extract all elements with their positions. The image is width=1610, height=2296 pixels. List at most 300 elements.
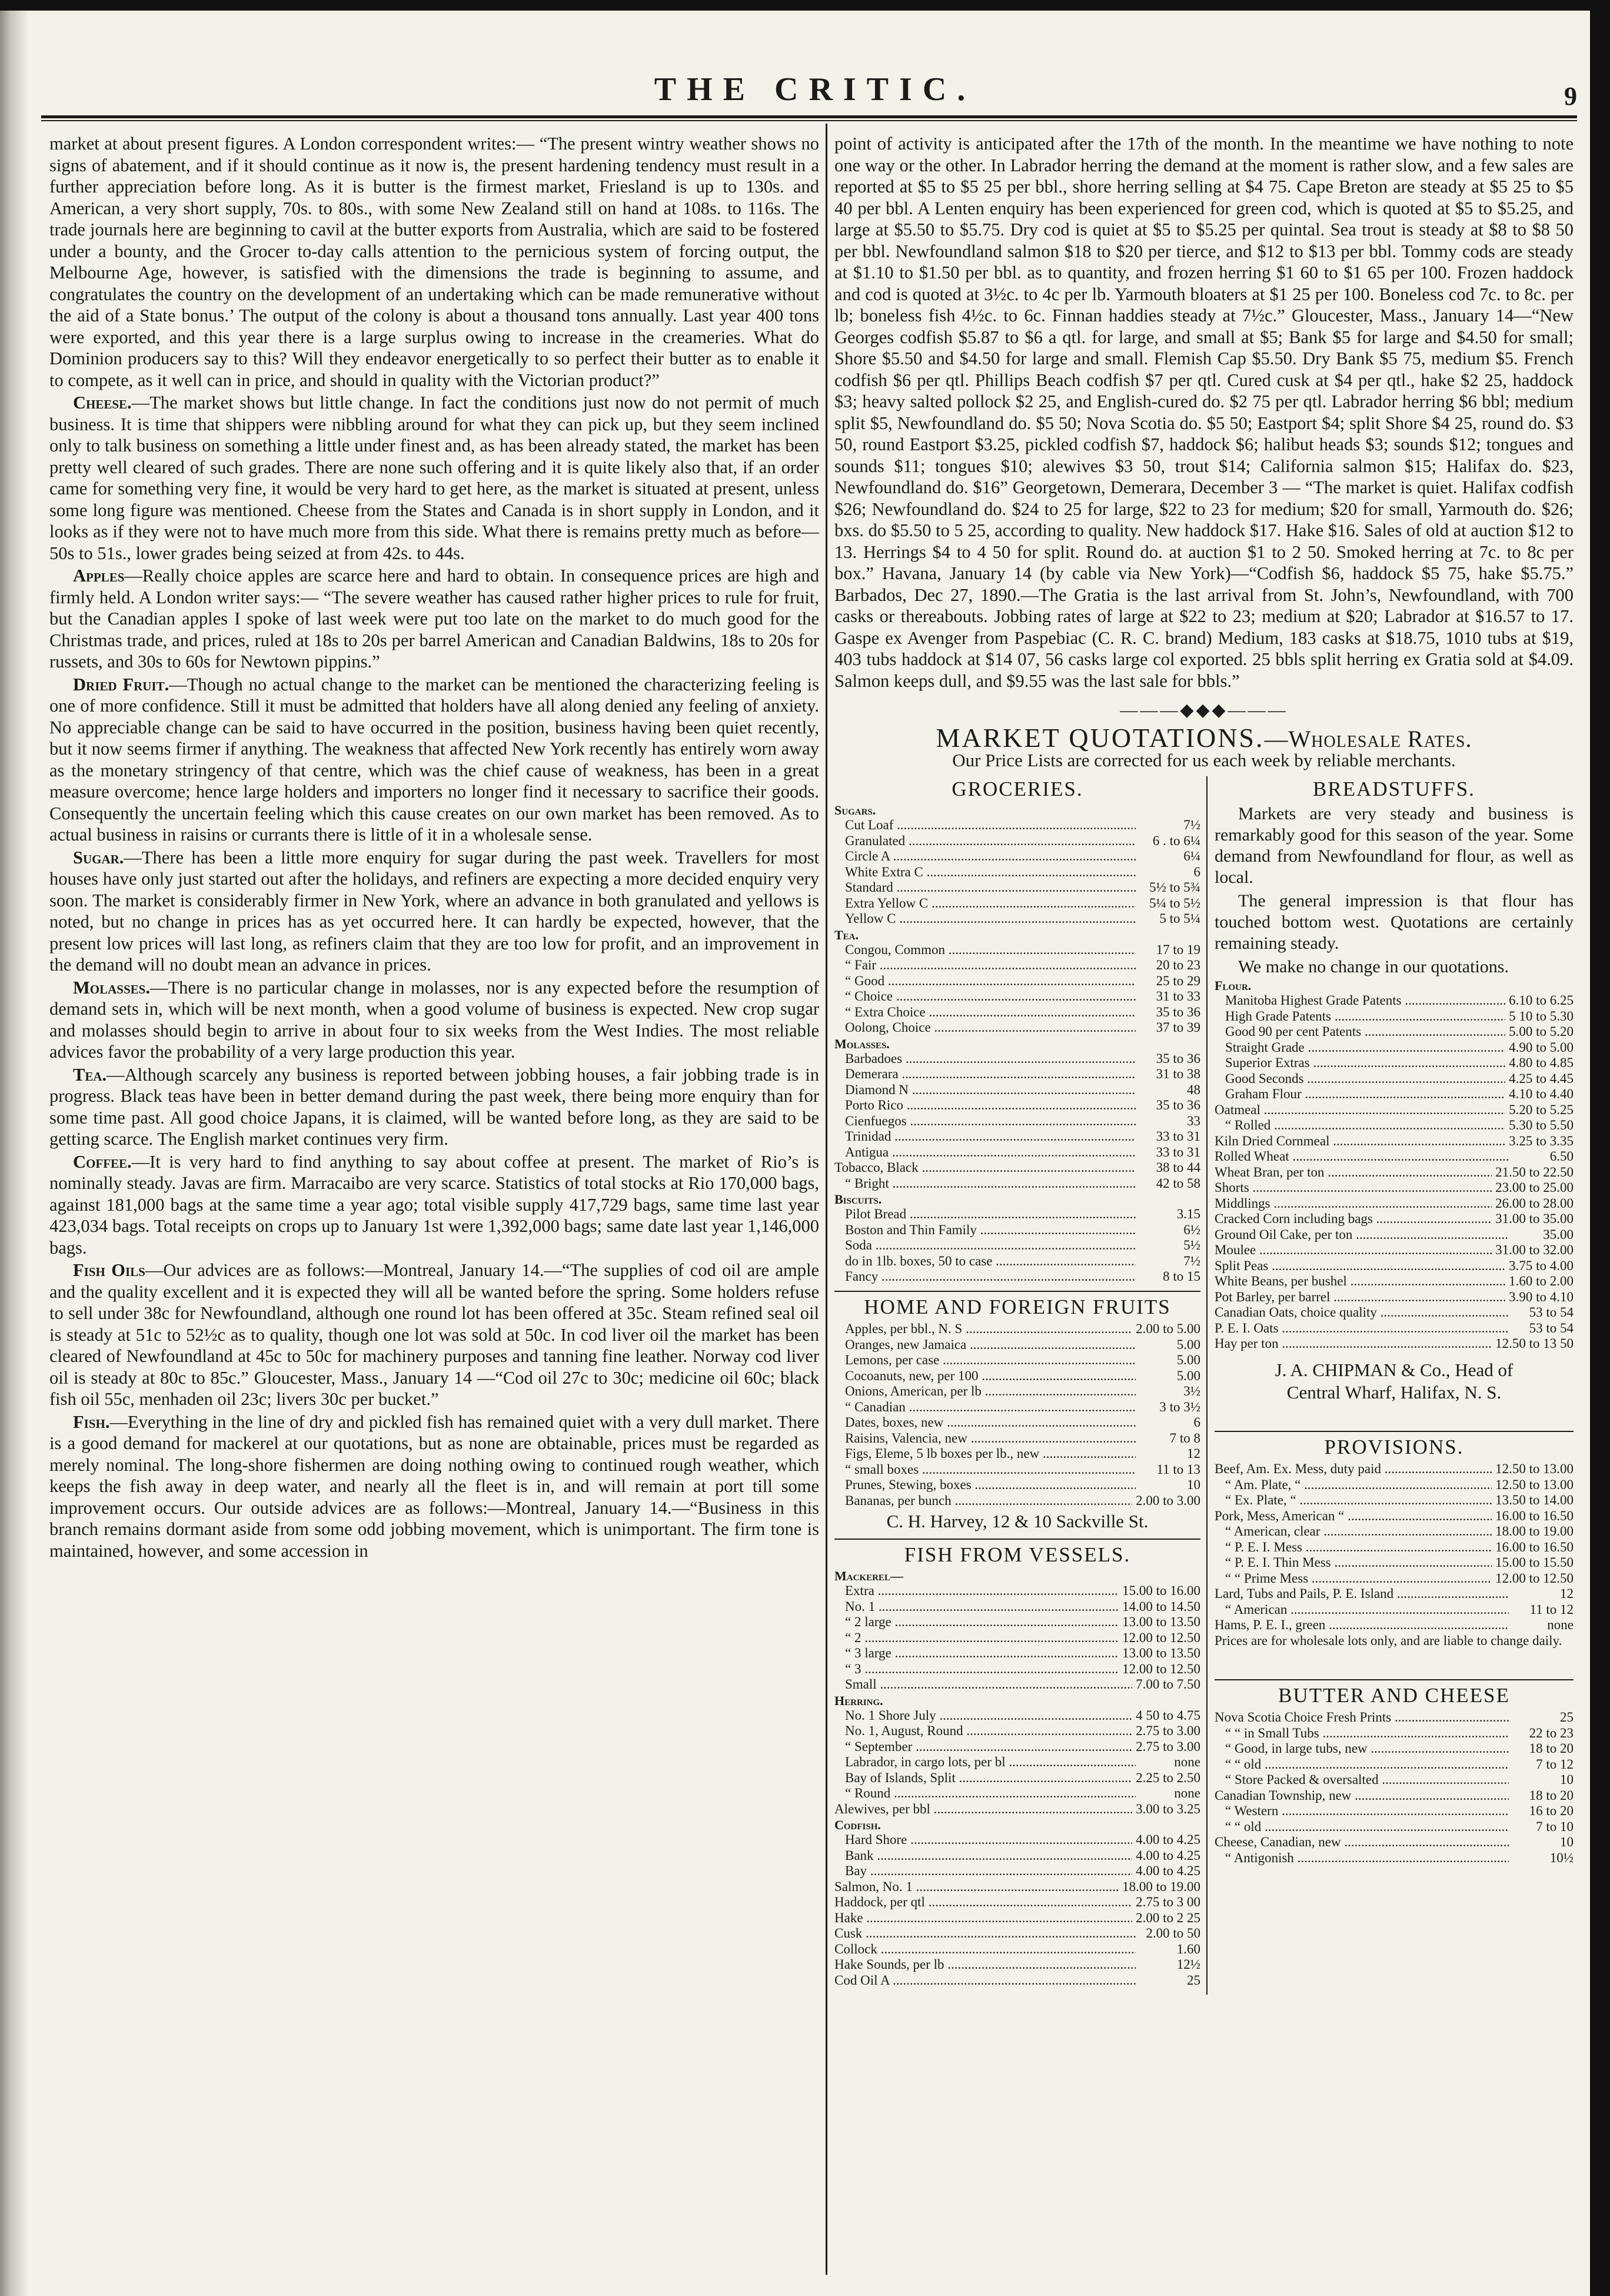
price-row	[834, 865, 1200, 880]
price-row	[1215, 1850, 1574, 1866]
price-value: 12.50 to 13.00	[1495, 1461, 1574, 1476]
price-row	[834, 1082, 1200, 1098]
price-value: 35.00	[1543, 1227, 1574, 1242]
price-item-name: “ P. E. I. Thin Mess .....	[1215, 1555, 1492, 1571]
price-value: 2.75 to 3 00	[1136, 1895, 1200, 1909]
price-row	[1215, 1071, 1574, 1087]
price-row	[834, 1176, 1200, 1192]
price-value: 1.60	[1176, 1941, 1200, 1956]
price-value: 5.00	[1176, 1353, 1200, 1367]
price-row	[1215, 1024, 1574, 1040]
price-row	[1215, 1336, 1574, 1352]
price-value: 3.75 to 4.00	[1509, 1258, 1574, 1273]
price-item-name: Cienfuegos .....	[834, 1114, 1136, 1129]
price-row	[834, 1926, 1200, 1942]
price-row	[1215, 1710, 1574, 1726]
price-value: 12.50 to 13.00	[1495, 1477, 1574, 1492]
price-value: 10	[1187, 1477, 1200, 1492]
market-quotations-heading: MARKET QUOTATIONS.	[936, 722, 1265, 753]
price-value: 10½	[1549, 1850, 1574, 1865]
paragraph-text: —There is no particular change in molasses, nor is any expected before the resumption of demand sets in, which will be next month, when a good volume of business is expected. New crop sugar and molasses should begin to arrive in about four to six weeks from the West Indies. The most reliable advices favor the probability of a very large production this year.	[49, 977, 819, 1062]
price-row	[834, 1723, 1200, 1739]
price-value: 48	[1187, 1082, 1200, 1097]
price-value: 16.00 to 16.50	[1495, 1508, 1574, 1523]
price-row	[834, 1207, 1200, 1222]
price-value: 2.25 to 2.50	[1136, 1770, 1200, 1785]
price-row	[834, 1020, 1200, 1036]
price-row	[1215, 1741, 1574, 1757]
price-item-name: “ Ex. Plate, “ .....	[1215, 1493, 1492, 1508]
paragraph-text: —There has been a little more enquiry for sugar during the past week. Travellers for most houses have only just started out after the holidays, and refiners are expecting a more decided enquiry very soon. The market is considerably firmer in New York, where an advance in both granulated and yellows is noted, but no change in prices has as yet occurred here. It can hardly be expected, however, that the present low prices will last long, as refiners claim that they are too low for profit, and an improvement in the demand will no doubt mean an advance in prices.	[49, 847, 819, 975]
price-item-name: Middlings .....	[1215, 1196, 1492, 1212]
price-value: 15.00 to 16.00	[1122, 1583, 1200, 1598]
price-value: 3.25 to 3.35	[1509, 1133, 1574, 1148]
price-item-name: Soda .....	[834, 1238, 1136, 1254]
price-item-name: Cheese, Canadian, new .....	[1215, 1835, 1509, 1850]
price-value: 3.90 to 4.10	[1509, 1289, 1574, 1304]
market-quotations-title	[834, 722, 1574, 753]
price-item-name: Demerara .....	[834, 1066, 1136, 1082]
price-item-name: Fancy .....	[834, 1269, 1136, 1285]
price-item-name: Cod Oil A .....	[834, 1973, 1136, 1989]
price-value: 12.50 to 13 50	[1495, 1336, 1574, 1351]
price-value: 7½	[1183, 818, 1200, 832]
price-item-name: “ “ old .....	[1215, 1757, 1509, 1773]
price-item-name: Beef, Am. Ex. Mess, duty paid .....	[1215, 1461, 1492, 1477]
price-row	[834, 1098, 1200, 1114]
price-value: 5.00 to 5.20	[1509, 1024, 1574, 1039]
price-value: 11 to 13	[1156, 1461, 1200, 1477]
price-row	[834, 1005, 1200, 1021]
price-row	[1215, 1102, 1574, 1118]
breadstuffs-heading: BREADSTUFFS.	[1313, 777, 1475, 800]
price-value: 2.00 to 5.00	[1136, 1321, 1200, 1336]
paragraph-lead: Fish.	[73, 1411, 110, 1432]
price-value: 33 to 31	[1156, 1144, 1200, 1159]
price-item-name: Hake Sounds, per lb .....	[834, 1957, 1136, 1973]
price-item-name: Circle A .....	[834, 849, 1136, 865]
price-row	[834, 1160, 1200, 1176]
price-value: 12.00 to 12.50	[1495, 1570, 1574, 1586]
price-value: 6¼	[1183, 849, 1200, 863]
price-category: Biscuits.	[834, 1192, 882, 1207]
price-row	[834, 1755, 1200, 1770]
price-item-name: “ Good .....	[834, 973, 1136, 989]
price-item-name: P. E. I. Oats .....	[1215, 1321, 1509, 1337]
price-row	[834, 1942, 1200, 1958]
paragraph-lead: Apples	[73, 566, 125, 586]
fish-table	[834, 1569, 1200, 1988]
price-item-name: Porto Rico .....	[834, 1098, 1136, 1114]
price-row	[834, 1431, 1200, 1447]
merchant-line-2: Central Wharf, Halifax, N. S.	[1286, 1381, 1502, 1403]
price-category: Molasses.	[834, 1036, 890, 1051]
article-paragraph	[49, 133, 819, 391]
price-item-name: Hake .....	[834, 1910, 1132, 1926]
price-item-name: Kiln Dried Cornmeal .....	[1215, 1134, 1505, 1149]
breadstuffs-paragraph: The general impression is that flour has touched bottom west. Quotations are certainly remaining steady.	[1215, 891, 1574, 953]
price-item-name: Straight Grade .....	[1215, 1040, 1505, 1056]
price-item-name: “ 3 large .....	[834, 1646, 1119, 1662]
market-quotations-subtitle: Our Price Lists are corrected for us each week by reliable merchants.	[952, 750, 1456, 770]
price-row	[834, 1066, 1200, 1082]
price-item-name: Collock .....	[834, 1942, 1136, 1958]
price-value: 5.00	[1176, 1337, 1200, 1352]
price-value: 3½	[1183, 1384, 1200, 1398]
price-row	[834, 1254, 1200, 1270]
price-category: Herring.	[834, 1693, 883, 1708]
price-item-name: Dates, boxes, new .....	[834, 1415, 1136, 1431]
price-value: 2.00 to 3.00	[1136, 1493, 1200, 1508]
price-item-name: Labrador, in cargo lots, per bl .....	[834, 1755, 1136, 1770]
price-row	[1215, 1524, 1574, 1540]
price-row	[834, 989, 1200, 1005]
price-row	[1215, 1055, 1574, 1071]
price-item-name: No. 1 Shore July .....	[834, 1708, 1132, 1724]
price-item-name: Good 90 per cent Patents .....	[1215, 1024, 1505, 1040]
price-item-name: No. 1, August, Round .....	[834, 1723, 1132, 1739]
price-value: 6½	[1183, 1222, 1200, 1237]
breadstuffs-paragraph: Markets are very steady and business is remarkably good for this season of the year. Some demand from Newfoundland for flour, as well as local.	[1215, 804, 1574, 887]
price-item-name: “ Round .....	[834, 1786, 1136, 1802]
provisions-note: Prices are for wholesale lots only, and are liable to change daily.	[1215, 1633, 1562, 1648]
price-item-name: Pilot Bread .....	[834, 1207, 1136, 1222]
price-row	[1215, 1757, 1574, 1773]
price-value: 18.00 to 19.00	[1122, 1879, 1200, 1894]
price-value: 10	[1560, 1772, 1574, 1787]
paragraph-text: —It is very hard to find anything to say about coffee at present. The market of Rio’s is nominally steady. Javas are firm. Marracaibo are very scarce. Statistics of total stocks at Rio 170,000 bags, against 181,000 bags at the same time a year ago; total visible supply 417,729 bags, same time last year 423,034 bags. Total receipts on crops up to January 1st were 1,392,000 bags; same date last year 1,146,000 bags.	[49, 1151, 819, 1258]
price-value: 3.00 to 3.25	[1136, 1801, 1200, 1816]
fish-report-continued: point of activity is anticipated after the 17th of the month. In the meantime we have nothing to note one way or the other. In Labrador herring the demand at the moment is rather slow, and a few sales are reported at $5 to $5 25 per bbl., shore herring selling at $4 75. Cape Breton are steady at $5 25 to $5 40 per bbl. A Lenten enquiry has been experienced for green cod, which is quoted at $5 to $5.25, and large at $5.50 to $5.75. Dry cod is quiet at $5 to $5.25 per quintal. Sea trout is steady at $8 to $8 50 per bbl. Newfoundland salmon $18 to $20 per tierce, and $12 to $13 per bbl. Tommy cods are steady at $1.10 to $1.50 per bbl. as to quantity, and frozen herring $1 60 to $1 65 per 100. Frozen haddock and cod is quoted at 3½c. to 4c per lb. Yarmouth bloaters at $1 25 per 100. Boneless cod 7c. to 8c. per lb; boneless fish 4½c. to 6c. Finnan haddies steady at 7½c.” Gloucester, Mass., January 14—“New Georges codfish $5.87 to $6 a qtl. for large, and small at $5; Bank $5 for large and $4.50 for small; Shore $5.50 and $4.50 for large and small. Flemish Cap $5.50. Dry Bank $5 75, medium $5. French codfish $6 per qtl. Phillips Beach codfish $7 per qtl. Cured cusk at $4 per qtl., hake $2 25, haddock $3; heavy salted pollock $2 25, and English-cured do. $2 75 per qtl. Labrador herring $6 bbl; medium split $5, Newfoundland do. $5 50; Nova Scotia do. $5 50; Eastport $4; split Shore $4 25, round do. $3 50, round Eastport $3.25, pickled codfish $7, haddock $6; halibut heads $3; sounds $12; tongues and sounds $11; tongues $10; alewives $3 50, trout $14; California salmon $15; Halifax do. $23, Newfoundland do. $16” Georgetown, Demerara, December 3 — “The market is quiet. Halifax codfish $26; Newfoundland do. $24 to 25 for large, $22 to 23 for medium; $20 for small, Yarmouth do. $26; bxs. do $5.50 to 5 25, according to quality. New haddock $17. Hake $16. Sales of old at auction $12 to 13. Herrings $4 to 4 50 for split. Round do. at auction $1 to 2 50. Smoked herring at 7c. to 8c per box.” Havana, January 14 (by cable via New York)—“Codfish $6, haddock $5 75, hake $5.75.” Barbados, Dec 27, 1890.—The Gratia is the last arrival from St. John’s, Newfoundland, with 700 casks or thereabouts. Jobbing rates of large at $22 to 23; medium at $20; Labrador at $16.57 to 17. Gaspe ex Avenger from Paspebiac (C. R. C. brand) Medium, 183 casks at $18.75, 1010 tubs at $19, 403 tubs haddock at $14 07, 56 casks large col exported. 25 bbls split herring ex Gratia sold at $4.09. Salmon keeps dull, and $9.55 was the last sale for bbls.”	[834, 134, 1574, 691]
price-category: Codfish.	[834, 1817, 881, 1832]
price-value: 53 to 54	[1529, 1320, 1574, 1335]
price-row	[834, 958, 1200, 973]
price-row	[834, 1446, 1200, 1462]
price-row	[834, 1662, 1200, 1677]
price-row	[834, 1477, 1200, 1493]
price-item-name: Oatmeal .....	[1215, 1102, 1505, 1118]
price-item-name: Shorts .....	[1215, 1180, 1492, 1196]
price-row	[1215, 1540, 1574, 1556]
price-item-name: Alewives, per bbl .....	[834, 1802, 1132, 1817]
breadstuffs-paragraph: We make no change in our quotations.	[1238, 957, 1509, 976]
breadstuffs-notes	[1215, 803, 1574, 978]
price-row	[834, 1677, 1200, 1693]
price-value: none	[1174, 1755, 1200, 1769]
price-item-name: “ Am. Plate, “ .....	[1215, 1477, 1492, 1493]
price-item-name: Granulated .....	[834, 833, 1136, 849]
price-row	[1215, 1180, 1574, 1196]
price-item-name: Rolled Wheat .....	[1215, 1149, 1509, 1165]
price-value: 5¼ to 5½	[1149, 895, 1200, 911]
price-item-name: Wheat Bran, per ton .....	[1215, 1165, 1492, 1181]
price-row	[1215, 1274, 1574, 1290]
price-category: Tea.	[834, 927, 859, 942]
quotations-tables	[834, 776, 1574, 1995]
price-row	[1215, 1555, 1574, 1571]
price-value: 13.00 to 13.50	[1122, 1646, 1200, 1660]
butter-cheese-table	[1215, 1710, 1574, 1866]
price-row	[834, 973, 1200, 989]
price-value: 3.15	[1176, 1207, 1200, 1221]
price-value: 25	[1560, 1710, 1574, 1725]
price-value: 31.00 to 32.00	[1495, 1242, 1574, 1257]
price-item-name: Moulee .....	[1215, 1242, 1492, 1258]
price-value: 5 10 to 5.30	[1509, 1008, 1574, 1024]
price-row	[1215, 1196, 1574, 1212]
price-row	[1215, 1493, 1574, 1508]
price-item-name: “ Bright .....	[834, 1176, 1136, 1192]
price-value: 5.30 to 5.50	[1509, 1118, 1574, 1132]
provisions-table	[1215, 1461, 1574, 1633]
price-value: 22 to 23	[1529, 1725, 1574, 1740]
price-value: 31 to 33	[1156, 989, 1200, 1004]
price-value: 4.80 to 4.85	[1509, 1055, 1574, 1070]
paragraph-lead: Cheese.	[73, 393, 132, 413]
price-item-name: Congou, Common .....	[834, 942, 1136, 958]
price-value: 53 to 54	[1529, 1305, 1574, 1320]
price-value: 10	[1560, 1835, 1574, 1849]
price-row	[1215, 1305, 1574, 1321]
paragraph-lead: Coffee.	[73, 1151, 132, 1172]
price-row	[834, 833, 1200, 849]
price-row	[834, 1630, 1200, 1646]
price-item-name: High Grade Patents .....	[1215, 1009, 1505, 1025]
paragraph-lead: Tea.	[73, 1064, 107, 1085]
price-row	[834, 1739, 1200, 1755]
price-row	[834, 1879, 1200, 1895]
price-item-name: Oolong, Choice .....	[834, 1020, 1136, 1036]
left-column	[49, 133, 819, 1563]
price-value: 14.00 to 14.50	[1122, 1599, 1200, 1614]
quotations-left	[834, 776, 1200, 1989]
price-row	[834, 1353, 1200, 1368]
price-row	[1215, 1803, 1574, 1819]
article-paragraph	[49, 392, 819, 564]
paragraph-text: —Really choice apples are scarce here and hard to obtain. In consequence prices are high and firmly held. A London writer says:— “The severe weather has caused rather higher prices to rule for fruit, but the Canadian apples I spoke of last week were put too late on the market to do much good for the Christmas trade, and prices, ruled at 18s to 20s per barrel American and Canadian Baldwins, 18s to 20s for russets, and 30s to 60s for Newtown pippins.”	[49, 566, 819, 672]
price-value: 4.10 to 4.40	[1509, 1086, 1574, 1101]
price-item-name: “ Fair .....	[834, 958, 1136, 973]
price-value: 16 to 20	[1529, 1803, 1574, 1818]
price-item-name: Trinidad .....	[834, 1129, 1136, 1145]
price-row	[1215, 1571, 1574, 1587]
price-item-name: Bananas, per bunch .....	[834, 1493, 1132, 1509]
price-row	[834, 1599, 1200, 1615]
price-item-name: “ Antigonish .....	[1215, 1850, 1509, 1866]
price-value: 17 to 19	[1156, 942, 1200, 957]
price-value: 25 to 29	[1156, 973, 1200, 988]
price-value: 6 . to 6¼	[1152, 833, 1200, 848]
price-item-name: “ Choice .....	[834, 989, 1136, 1005]
price-value: 38 to 44	[1156, 1160, 1200, 1175]
price-item-name: Canadian Township, new .....	[1215, 1788, 1509, 1804]
price-value: 1.60 to 2.00	[1509, 1274, 1574, 1288]
price-row	[1215, 1602, 1574, 1618]
paragraph-lead: Dried Fruit.	[73, 674, 169, 695]
paragraph-text: —The market shows but little change. In fact the conditions just now do not permit of much business. It is time that shippers were nibbling around for what they can pick up, but they seem inclined only to talk business on something a little under finest and, as has been already stated, the market has been pretty well cleared of such grades. There are none such offering and it is quite likely also that, if an order came for something very fine, it would be very hard to get here, as the market is situated at present, unless some long figure was mentioned. Cheese from the States and Canada is in short supply in London, and it looks as if they were not to have much more from this side. What there is remains pretty much as before—50s to 51s., lower grades being seized at from 42s. to 44s.	[49, 393, 819, 563]
paragraph-text: —Although scarcely any business is reported between jobbing houses, a fair jobbing trade is in progress. Black teas have been in better demand during the past week, there being more enquiry than for some time past. All good choice Japans, it is claimed, will be wanted before long, as they are said to be getting scarce. The English market continues very firm.	[49, 1064, 819, 1149]
price-row	[1215, 1211, 1574, 1227]
price-row	[834, 1802, 1200, 1817]
breadstuffs-table	[1215, 979, 1574, 1352]
price-item-name: “ 3 .....	[834, 1662, 1119, 1677]
price-value: 3 to 3½	[1159, 1399, 1200, 1414]
price-value: none	[1547, 1617, 1574, 1632]
price-row	[1215, 1477, 1574, 1493]
price-item-name: Barbadoes .....	[834, 1051, 1136, 1067]
price-row	[834, 1770, 1200, 1786]
price-value: 11 to 12	[1529, 1601, 1574, 1617]
paragraph-text: —Though no actual change to the market can be mentioned the characterizing feeling is one of more confidence. Still it must be admitted that holders have all along denied any feeling of anxiety. No appreciable change can be said to have occurred in the position, business having been quiet recently, but it now seems firmer if anything. The weakness that affected New York recently has entirely worn away as the monetary stringency of that centre, which was the chief cause of weakness, has been in a great measure overcome; hence large holders and importers no longer find it necessary to sacrifice their goods. Consequently the uncertain feeling which this cause creates on our own market has been removed. As to actual business in raisins or currants there is little of it in a wholesale sense.	[49, 674, 819, 845]
price-item-name: Cracked Corn including bags .....	[1215, 1211, 1492, 1227]
price-row	[834, 1646, 1200, 1662]
groceries-heading: GROCERIES.	[952, 777, 1083, 800]
price-item-name: Yellow C .....	[834, 911, 1136, 927]
price-value: 7 to 10	[1536, 1819, 1574, 1834]
price-item-name: Tobacco, Black .....	[834, 1160, 1136, 1176]
price-value: 7½	[1183, 1253, 1200, 1268]
price-row	[834, 896, 1200, 912]
paragraph-lead: Sugar.	[73, 847, 124, 868]
price-value: 4.00 to 4.25	[1136, 1848, 1200, 1863]
price-row	[1215, 1165, 1574, 1181]
price-item-name: do in 1lb. boxes, 50 to case .....	[834, 1254, 1136, 1270]
price-item-name: Extra Yellow C .....	[834, 896, 1136, 912]
price-value: 35 to 36	[1156, 1051, 1200, 1066]
price-value: 5.00	[1176, 1368, 1200, 1383]
price-value: 18 to 20	[1529, 1787, 1574, 1803]
article-paragraph	[49, 977, 819, 1063]
price-value: 12½	[1176, 1957, 1200, 1972]
price-row	[1215, 1258, 1574, 1274]
column-divider	[826, 124, 827, 2275]
price-item-name: “ “ in Small Tubs .....	[1215, 1726, 1509, 1742]
price-value: 15.00 to 15.50	[1495, 1555, 1574, 1570]
price-row	[1215, 1788, 1574, 1804]
price-row	[834, 1269, 1200, 1285]
price-item-name: Bank .....	[834, 1848, 1132, 1864]
scan-top-border	[0, 0, 1610, 11]
price-item-name: Extra .....	[834, 1583, 1119, 1599]
price-row	[834, 911, 1200, 927]
price-item-name: “ Store Packed & oversalted .....	[1215, 1772, 1509, 1788]
price-row	[834, 1957, 1200, 1973]
price-row	[1215, 1321, 1574, 1337]
price-item-name: Haddock, per qtl .....	[834, 1895, 1132, 1910]
price-item-name: Small .....	[834, 1677, 1132, 1693]
price-value: 16.00 to 16.50	[1495, 1539, 1574, 1554]
price-item-name: Figs, Eleme, 5 lb boxes per lb., new .....	[834, 1446, 1136, 1462]
price-row	[834, 1222, 1200, 1238]
price-item-name: “ American .....	[1215, 1602, 1509, 1618]
price-item-name: Cut Loaf .....	[834, 818, 1136, 833]
price-row	[834, 1462, 1200, 1478]
price-item-name: “ 2 large .....	[834, 1614, 1119, 1630]
price-value: 13.50 to 14.00	[1495, 1493, 1574, 1507]
price-value: 23.00 to 25.00	[1495, 1180, 1574, 1195]
price-row	[834, 849, 1200, 865]
price-row	[834, 1114, 1200, 1129]
price-item-name: Lard, Tubs and Pails, P. E. Island .....	[1215, 1586, 1509, 1602]
price-row	[1215, 1134, 1574, 1149]
ornamental-separator: ———◆◆◆———	[1120, 700, 1288, 720]
price-row	[1215, 1290, 1574, 1305]
article-paragraph	[49, 1260, 819, 1410]
price-item-name: Split Peas .....	[1215, 1258, 1505, 1274]
price-value: 18 to 20	[1529, 1741, 1574, 1756]
paragraph-text: market at about present figures. A London correspondent writes:— “The present wintry weather shows no signs of abatement, and if it should continue as it now is, the present hardening tendency must result in a further appreciation before long. As it is butter is the firmest market, Friesland is up to 130s. and American, a very short supply, 70s. to 80s., with some New Zealand still on hand at 108s. to 116s. The trade journals here are beginning to cavil at the butter exports from Australia, which are said to be fostered under a bounty, and the Grocer to-day calls attention to the pernicious system of forcing output, the Melbourne Age, however, is satisfied with the dimensions the trade is beginning to assume, and congratulates the country on the development of an undertaking which can be made remunerative without the aid of a State bonus.’ The output of the colony is about a thousand tons annually. Last year 400 tons were exported, and this year there is a large surplus owing to increase in the creameries. What do Dominion producers say to this? Will they endeavor energetically to so perfect their butter as to enable it to compete, as it well can in price, and should in quality with the Victorian product?”	[49, 134, 819, 390]
price-item-name: “ small boxes .....	[834, 1462, 1136, 1478]
groceries-table	[834, 803, 1200, 1285]
newspaper-title: THE CRITIC.	[654, 71, 976, 108]
price-item-name: Diamond N .....	[834, 1082, 1136, 1098]
price-value: 31 to 38	[1156, 1066, 1200, 1081]
price-row	[834, 1384, 1200, 1400]
price-item-name: “ American, clear .....	[1215, 1524, 1492, 1540]
price-row	[1215, 1040, 1574, 1056]
price-value: 37 to 39	[1156, 1020, 1200, 1035]
price-value: 2.00 to 50	[1146, 1926, 1200, 1941]
price-value: 2.00 to 2 25	[1136, 1910, 1200, 1925]
article-paragraph	[49, 674, 819, 846]
price-value: 26.00 to 28.00	[1495, 1195, 1574, 1211]
price-row	[1215, 1149, 1574, 1165]
price-item-name: “ Extra Choice .....	[834, 1005, 1136, 1021]
price-row	[834, 1973, 1200, 1989]
price-value: 20 to 23	[1156, 958, 1200, 972]
price-item-name: Onions, American, per lb .....	[834, 1384, 1136, 1400]
price-value: 42 to 58	[1156, 1175, 1200, 1191]
price-item-name: Graham Flour .....	[1215, 1086, 1505, 1102]
price-item-name: Manitoba Highest Grade Patents .....	[1215, 993, 1505, 1009]
price-row	[834, 1145, 1200, 1161]
article-paragraph	[49, 1411, 819, 1562]
price-value: 7 to 12	[1536, 1756, 1574, 1772]
price-row	[834, 1415, 1200, 1431]
price-item-name: White Beans, per bushel .....	[1215, 1274, 1505, 1290]
merchant-line-1: J. A. CHIPMAN & Co., Head of	[1275, 1359, 1513, 1380]
price-value: 4.00 to 4.25	[1136, 1832, 1200, 1847]
price-value: 12.00 to 12.50	[1122, 1630, 1200, 1645]
price-item-name: Antigua .....	[834, 1145, 1136, 1161]
price-item-name: Superior Extras .....	[1215, 1055, 1505, 1071]
fruits-table	[834, 1321, 1200, 1508]
price-row	[834, 818, 1200, 833]
right-column	[834, 133, 1574, 1995]
price-row	[834, 1848, 1200, 1864]
price-item-name: “ Canadian .....	[834, 1400, 1136, 1416]
price-item-name: Ground Oil Cake, per ton .....	[1215, 1227, 1509, 1243]
masthead	[53, 71, 1577, 112]
fish-heading: FISH FROM VESSELS.	[834, 1539, 1200, 1566]
price-row	[834, 1895, 1200, 1910]
price-row	[1215, 1086, 1574, 1102]
fruits-merchant: C. H. Harvey, 12 & 10 Sackville St.	[886, 1511, 1149, 1531]
price-row	[1215, 1726, 1574, 1742]
price-value: 12.00 to 12.50	[1122, 1661, 1200, 1676]
price-row	[834, 1337, 1200, 1353]
price-row	[834, 1614, 1200, 1630]
price-row	[834, 1786, 1200, 1802]
price-item-name: Lemons, per case .....	[834, 1353, 1136, 1368]
price-row	[834, 1493, 1200, 1509]
price-category: Sugars.	[834, 803, 876, 818]
price-item-name: Hay per ton .....	[1215, 1336, 1492, 1352]
price-row	[1215, 1009, 1574, 1025]
price-item-name: Hard Shore .....	[834, 1832, 1132, 1848]
price-item-name: “ 2 .....	[834, 1630, 1119, 1646]
price-row	[834, 1238, 1200, 1254]
